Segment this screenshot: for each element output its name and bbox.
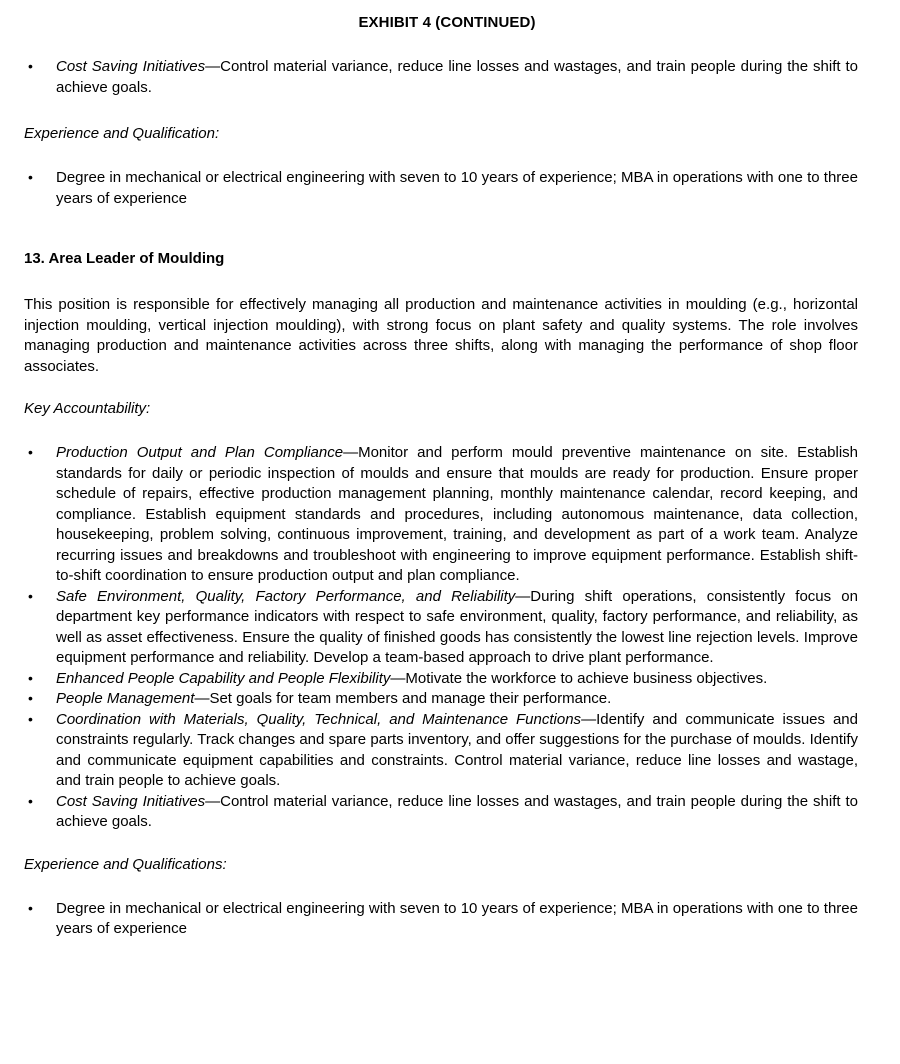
- key-accountability-bullet-list: [24, 443, 858, 833]
- spacer: [0, 833, 900, 855]
- experience-qualification-heading-2: Experience and Qualifications:: [24, 855, 227, 873]
- bullet-text: —Control material variance, reduce line losses and wastages, and train people during the shift to achieve goals.: [56, 792, 858, 830]
- top-bullet-list: [24, 57, 858, 98]
- key-accountability-heading: Key Accountability:: [24, 400, 151, 417]
- bullet-text: —Identify and communicate issues and constraints regularly. Track changes and spare parts inventory, and offer suggestions for the purchase of moulds. Identify and communicate equipment capabilities and constraints. Control material variance, reduce line losses and wastage, and train people to achieve goals.: [56, 710, 858, 789]
- spacer: [0, 419, 900, 443]
- experience-bullet-list-2: [24, 899, 858, 940]
- experience-qualification-heading-1: Experience and Qualification:: [24, 125, 220, 142]
- bullet-text: —During shift operations, consistently focus on department key performance indicators with respect to safe environment, quality, factory performance, and reliability, as well as asset effectiveness. Ensure the quality of finished goods has consistently the lowest line rejection levels. Improve equipment performance and reliability. Develop a team-based approach to drive plant performance.: [56, 587, 858, 666]
- list-item: [24, 587, 858, 669]
- bullet-text: —Set goals for team members and manage their performance.: [194, 690, 612, 707]
- list-item: • Degree in mechanical or electrical engineering with seven to 10 years of experience; MBA in operations with one to three years of experience: [24, 899, 858, 940]
- intro-paragraph-block: [24, 295, 858, 377]
- spacer: [0, 377, 900, 399]
- experience-bullet-list-1: [24, 168, 858, 209]
- bullet-lead: People Management: [56, 690, 195, 707]
- bullet-lead: Safe Environment, Quality, Factory Performance, and Reliability: [56, 587, 516, 605]
- list-item: [24, 443, 858, 587]
- bullet-lead: Coordination with Materials, Quality, Technical, and Maintenance Functions: [56, 710, 582, 728]
- bullet-lead: Enhanced People Capability and People Flexibility: [56, 669, 391, 687]
- bullet-text: —Motivate the workforce to achieve business objectives.: [390, 669, 768, 687]
- list-item: [24, 57, 858, 98]
- spacer: [0, 98, 900, 124]
- page-title: EXHIBIT 4 (CONTINUED): [358, 14, 536, 31]
- spacer: [0, 31, 900, 57]
- intro-paragraph: This position is responsible for effectively managing all production and maintenance activities in moulding (e.g., horizontal injection moulding, vertical injection moulding), with strong focus on plant safety and quality systems. The role involves managing production and maintenance activities across three shifts, along with managing the performance of shop floor associates.: [24, 296, 858, 375]
- list-item: [24, 689, 858, 710]
- spacer: [0, 875, 900, 899]
- bullet-lead: Production Output and Plan Compliance: [56, 444, 344, 461]
- list-item: [24, 792, 858, 833]
- list-item: • Degree in mechanical or electrical engineering with seven to 10 years of experience; MBA in operations with one to three years of experience: [24, 168, 858, 209]
- bullet-lead: Cost Saving Initiatives: [56, 792, 206, 810]
- list-item: [24, 710, 858, 792]
- list-item: [24, 669, 858, 690]
- bullet-text: —Monitor and perform mould preventive maintenance on site. Establish standards for daily or periodic inspection of moulds and ensure that moulds are ready for production. Ensure proper schedule of repairs, effective production management planning, monthly maintenance calendar, record keeping, and compliance. Establish equipment standards and procedures, including autonomous maintenance, data collection, housekeeping, problem solving, continuous improvement, training, and development as part of a work team. Analyze recurring issues and breakdowns and troubleshoot with engineering to improve equipment performance. Establish shift-to-shift coordination to ensure production output and plan compliance.: [56, 444, 859, 584]
- bullet-text: —Control material variance, reduce line losses and wastages, and train people during the shift to achieve goals.: [56, 58, 858, 96]
- spacer: [0, 144, 900, 168]
- bullet-lead: Cost Saving Initiatives: [56, 58, 206, 75]
- spacer: [0, 209, 900, 249]
- spacer: [0, 269, 900, 295]
- section-heading: 13. Area Leader of Moulding: [24, 250, 225, 267]
